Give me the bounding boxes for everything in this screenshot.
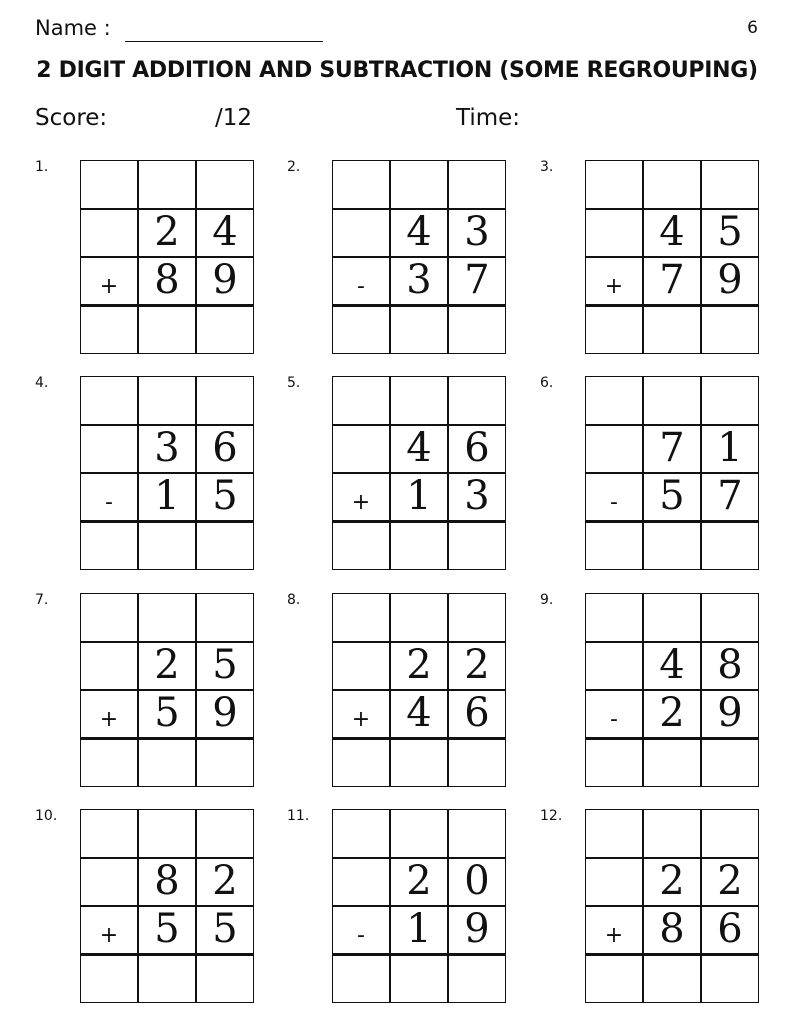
grid-cell: [80, 209, 138, 258]
operator-sign: -: [357, 274, 365, 299]
top-digit: 2: [406, 858, 432, 904]
problem-grid: [80, 376, 254, 570]
carry-cell[interactable]: [643, 376, 701, 425]
carry-cell[interactable]: [332, 160, 390, 209]
operator-sign: +: [99, 923, 119, 948]
top-digit: 4: [406, 425, 432, 471]
answer-line: [585, 953, 759, 956]
answer-cell[interactable]: [643, 522, 701, 571]
answer-cell[interactable]: [643, 306, 701, 355]
score-label: Score:: [35, 105, 108, 131]
problem-grid: [585, 160, 759, 354]
top-digit: 2: [154, 209, 180, 255]
bottom-digit: 6: [717, 906, 743, 952]
top-digit: 4: [212, 209, 238, 255]
carry-cell[interactable]: [80, 160, 138, 209]
answer-cell[interactable]: [448, 306, 506, 355]
carry-cell[interactable]: [390, 376, 448, 425]
carry-cell[interactable]: [701, 809, 759, 858]
bottom-digit: 3: [464, 473, 490, 519]
top-digit: 0: [464, 858, 490, 904]
problem-2: [287, 160, 517, 360]
operator-sign: -: [610, 490, 618, 515]
problem-number: 3.: [540, 159, 554, 175]
bottom-digit: 2: [659, 690, 685, 736]
top-digit: 8: [717, 642, 743, 688]
carry-cell[interactable]: [448, 809, 506, 858]
top-digit: 4: [659, 209, 685, 255]
name-label: Name :: [35, 16, 111, 40]
page-number: 6: [747, 18, 758, 38]
answer-cell[interactable]: [196, 306, 254, 355]
problem-4: [35, 376, 265, 576]
name-line[interactable]: [125, 41, 323, 42]
bottom-digit: 5: [154, 906, 180, 952]
answer-cell[interactable]: [448, 955, 506, 1004]
answer-cell[interactable]: [643, 739, 701, 788]
problem-1: [35, 160, 265, 360]
problem-number: 1.: [35, 159, 49, 175]
answer-line: [332, 953, 506, 956]
problem-grid: [585, 809, 759, 1003]
carry-cell[interactable]: [138, 809, 196, 858]
problem-number: 5.: [287, 375, 301, 391]
carry-cell[interactable]: [196, 160, 254, 209]
answer-line: [585, 304, 759, 307]
bottom-digit: 1: [154, 473, 180, 519]
top-digit: 5: [212, 642, 238, 688]
bottom-digit: 9: [464, 906, 490, 952]
grid-cell: [585, 858, 643, 907]
answer-cell[interactable]: [390, 306, 448, 355]
answer-line: [80, 304, 254, 307]
top-digit: 2: [212, 858, 238, 904]
grid-cell: [332, 858, 390, 907]
page-title: 2 DIGIT ADDITION AND SUBTRACTION (SOME REGROUPING): [36, 58, 758, 83]
problem-3: [540, 160, 770, 360]
carry-cell[interactable]: [585, 809, 643, 858]
grid-cell: [585, 642, 643, 691]
bottom-digit: 5: [212, 473, 238, 519]
problem-number: 4.: [35, 375, 49, 391]
carry-cell[interactable]: [701, 593, 759, 642]
answer-cell[interactable]: [701, 955, 759, 1004]
problem-12: [540, 809, 770, 1009]
answer-line: [80, 520, 254, 523]
time-label: Time:: [456, 105, 521, 131]
answer-cell[interactable]: [701, 306, 759, 355]
answer-cell[interactable]: [138, 306, 196, 355]
carry-cell[interactable]: [332, 809, 390, 858]
answer-cell[interactable]: [196, 522, 254, 571]
problem-grid: [332, 376, 506, 570]
bottom-digit: 9: [212, 690, 238, 736]
operator-sign: +: [351, 707, 371, 732]
bottom-digit: 5: [659, 473, 685, 519]
carry-cell[interactable]: [80, 809, 138, 858]
bottom-digit: 9: [717, 257, 743, 303]
carry-cell[interactable]: [585, 593, 643, 642]
problem-grid: [80, 593, 254, 787]
top-digit: 2: [717, 858, 743, 904]
bottom-digit: 5: [154, 690, 180, 736]
top-digit: 6: [212, 425, 238, 471]
bottom-digit: 7: [659, 257, 685, 303]
grid-cell: [585, 425, 643, 474]
answer-line: [80, 737, 254, 740]
top-digit: 3: [464, 209, 490, 255]
carry-cell[interactable]: [332, 593, 390, 642]
problem-number: 12.: [540, 808, 563, 824]
carry-cell[interactable]: [701, 376, 759, 425]
top-digit: 8: [154, 858, 180, 904]
carry-cell[interactable]: [390, 593, 448, 642]
bottom-digit: 1: [406, 473, 432, 519]
answer-line: [332, 737, 506, 740]
problem-grid: [585, 593, 759, 787]
operator-sign: +: [351, 490, 371, 515]
problem-grid: [332, 160, 506, 354]
problem-number: 11.: [287, 808, 310, 824]
grid-cell: [332, 642, 390, 691]
operator-sign: -: [610, 707, 618, 732]
bottom-digit: 9: [717, 690, 743, 736]
problem-11: [287, 809, 517, 1009]
carry-cell[interactable]: [80, 376, 138, 425]
bottom-digit: 5: [212, 906, 238, 952]
score-total: /12: [215, 105, 253, 131]
carry-cell[interactable]: [585, 160, 643, 209]
top-digit: 4: [659, 642, 685, 688]
carry-cell[interactable]: [701, 160, 759, 209]
carry-cell[interactable]: [643, 593, 701, 642]
carry-cell[interactable]: [196, 593, 254, 642]
answer-cell[interactable]: [643, 955, 701, 1004]
carry-cell[interactable]: [585, 376, 643, 425]
top-digit: 5: [717, 209, 743, 255]
carry-cell[interactable]: [196, 809, 254, 858]
operator-sign: +: [604, 274, 624, 299]
answer-cell[interactable]: [390, 955, 448, 1004]
answer-cell[interactable]: [138, 522, 196, 571]
problem-8: [287, 593, 517, 793]
bottom-digit: 1: [406, 906, 432, 952]
top-digit: 3: [154, 425, 180, 471]
problem-9: [540, 593, 770, 793]
problem-number: 7.: [35, 592, 49, 608]
grid-cell: [332, 425, 390, 474]
top-digit: 2: [464, 642, 490, 688]
top-digit: 4: [406, 209, 432, 255]
problem-grid: [80, 809, 254, 1003]
answer-cell[interactable]: [448, 522, 506, 571]
top-digit: 6: [464, 425, 490, 471]
answer-cell[interactable]: [138, 739, 196, 788]
top-digit: 2: [154, 642, 180, 688]
operator-sign: +: [604, 923, 624, 948]
carry-cell[interactable]: [80, 593, 138, 642]
answer-cell[interactable]: [390, 739, 448, 788]
grid-cell: [332, 209, 390, 258]
operator-sign: +: [99, 274, 119, 299]
carry-cell[interactable]: [138, 376, 196, 425]
answer-line: [80, 953, 254, 956]
grid-cell: [585, 209, 643, 258]
problem-grid: [80, 160, 254, 354]
bottom-digit: 8: [659, 906, 685, 952]
grid-cell: [80, 642, 138, 691]
carry-cell[interactable]: [390, 809, 448, 858]
problem-number: 10.: [35, 808, 58, 824]
answer-line: [332, 520, 506, 523]
problem-grid: [332, 809, 506, 1003]
top-digit: 2: [406, 642, 432, 688]
operator-sign: -: [105, 490, 113, 515]
answer-cell[interactable]: [390, 522, 448, 571]
problem-number: 2.: [287, 159, 301, 175]
carry-cell[interactable]: [448, 160, 506, 209]
bottom-digit: 8: [154, 257, 180, 303]
problem-grid: [585, 376, 759, 570]
bottom-digit: 7: [717, 473, 743, 519]
top-digit: 7: [659, 425, 685, 471]
answer-cell[interactable]: [701, 739, 759, 788]
carry-cell[interactable]: [332, 376, 390, 425]
problem-7: [35, 593, 265, 793]
carry-cell[interactable]: [196, 376, 254, 425]
carry-cell[interactable]: [448, 376, 506, 425]
grid-cell: [80, 858, 138, 907]
problem-5: [287, 376, 517, 576]
answer-line: [585, 737, 759, 740]
problem-number: 9.: [540, 592, 554, 608]
problem-number: 6.: [540, 375, 554, 391]
bottom-digit: 3: [406, 257, 432, 303]
carry-cell[interactable]: [390, 160, 448, 209]
carry-cell[interactable]: [138, 160, 196, 209]
carry-cell[interactable]: [448, 593, 506, 642]
carry-cell[interactable]: [643, 160, 701, 209]
carry-cell[interactable]: [138, 593, 196, 642]
answer-cell[interactable]: [448, 739, 506, 788]
top-digit: 2: [659, 858, 685, 904]
grid-cell: [80, 425, 138, 474]
carry-cell[interactable]: [643, 809, 701, 858]
problem-number: 8.: [287, 592, 301, 608]
top-digit: 1: [717, 425, 743, 471]
answer-cell[interactable]: [196, 739, 254, 788]
problem-grid: [332, 593, 506, 787]
bottom-digit: 6: [464, 690, 490, 736]
problem-10: [35, 809, 265, 1009]
operator-sign: +: [99, 707, 119, 732]
bottom-digit: 4: [406, 690, 432, 736]
answer-cell[interactable]: [701, 522, 759, 571]
answer-cell[interactable]: [196, 955, 254, 1004]
answer-cell[interactable]: [138, 955, 196, 1004]
answer-line: [585, 520, 759, 523]
answer-line: [332, 304, 506, 307]
bottom-digit: 9: [212, 257, 238, 303]
operator-sign: -: [357, 923, 365, 948]
bottom-digit: 7: [464, 257, 490, 303]
problem-6: [540, 376, 770, 576]
